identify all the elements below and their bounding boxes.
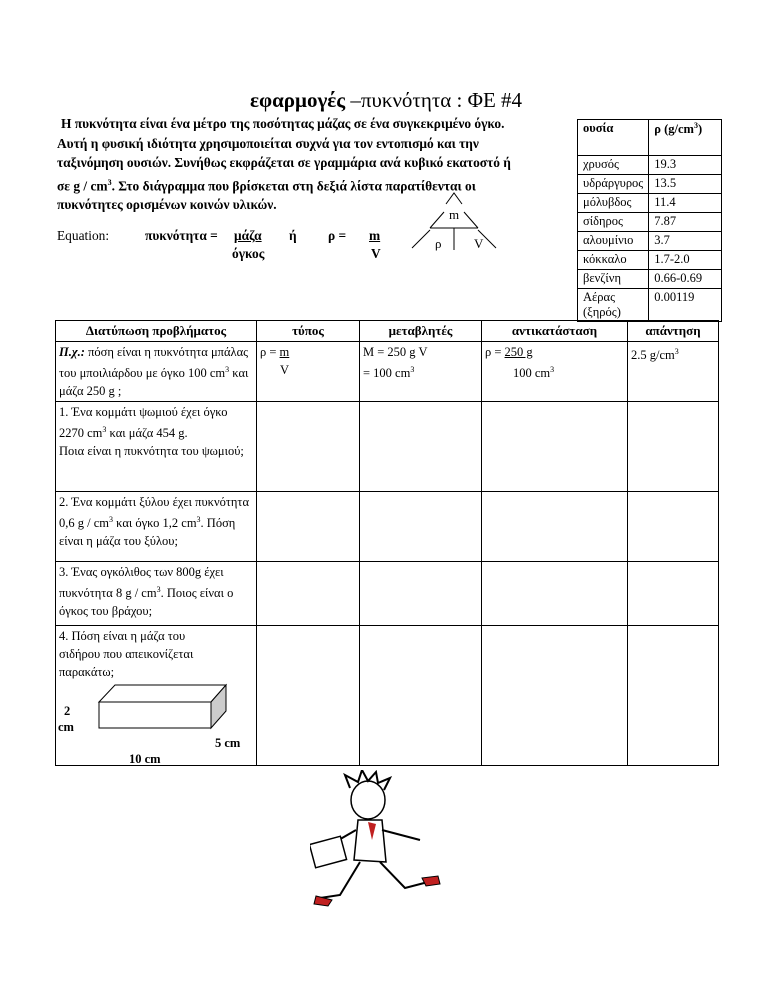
table-row: μόλυβδος 11.4 <box>578 194 722 213</box>
triangle-right-edge <box>464 212 478 228</box>
table-row: Αέρας (ξηρός) 0.00119 <box>578 289 722 322</box>
answer-cell[interactable] <box>257 562 360 626</box>
intro-paragraph: Η πυκνότητα είναι ένα μέτρο της ποσότητας μάζας σε ένα συγκεκριμένο όγκο. Αυτή η φυσική ιδιότητα χρησιμοποιείται συχνά για τον εντοπισμό και την ταξινόμηση ουσιών. Συνήθως εκφράζεται σε γραμμάρια ανά κυβικό εκατοστό ή σε g / $cm^3$. Στο διάγραμμα που βρίσκεται στη δεξιά λίστα παρατίθενται οι πυκνότητες ορισμένων κοινών υλικών. <box>57 116 511 213</box>
problem-row-2: 2. Ένα κομμάτι ξύλου έχει πυκνότητα 0,6 g / $cm^3$ και όγκο 1,2 $cm^3$. Πόση είναι η μάζα του ξύλου; <box>56 492 719 562</box>
density-triangle-diagram <box>410 190 512 265</box>
triangle-rho: ρ <box>435 236 442 251</box>
answer-cell[interactable] <box>482 626 628 766</box>
problem-row-4: 4. Πόση είναι η μάζα του σιδήρου που απεικονίζεται παρακάτω; 2 cm 5 cm 10 cm <box>56 626 719 766</box>
block-top-face <box>99 685 226 702</box>
table-row: σίδηρος 7.87 <box>578 213 722 232</box>
problem-row-1: 1. Ένα κομμάτι ψωμιού έχει όγκο 2270 $cm^3$ και μάζα 454 g. Ποια είναι η πυκνότητα του ψωμιού; <box>56 402 719 492</box>
worksheet-page: εφαρμογές –πυκνότητα : ΦΕ #4 Η πυκνότητα είναι ένα μέτρο της ποσότητας μάζας σε ένα συγκεκριμένο όγκο. Αυτή η φυσική ιδιότητα χρησιμοποιείται συχνά για τον εντοπισμό και την ταξινόμηση ουσιών. Συνήθως εκφράζεται σε γραμμάρια ανά κυβικό εκατοστό ή σε g / $cm^3$. Στο διάγραμμα που βρίσκεται στη δεξιά λίστα παρατίθενται οι πυκνότητες ορισμένων κοινών υλικών. Equation: πυκνότητα = μάζα όγκος ή ρ = m V m ρ V ουσία ρ $(g/cm^3)$ χρυσός 19.3 υδράργυρος 13.5 μόλυβδος 11.4 σίδηρος 7.87 αλουμίνιο 3.7 κόκκαλο 1.7-2.0 βενζίνη 0.66-0.69 Αέρας (ξηρός) 0.00119 Διατύπωση προβλήματος τύπος μεταβλητές αντικατάσταση απάντηση Π.χ.: πόση είναι η πυκνότητα μπάλας του μποιλιάρδου με όγκο 100 $cm^3$ και μάζα 250 g ; ρ = m V M = 250 g V = 100 $cm^3$ ρ = 250 g 100 $cm^3$ 2.5 $g/cm^3$ 1. Ένα κομμάτι ψωμιού έχει όγκο 2270 $cm^3$ και μάζα 454 g. Ποια είναι η πυκνότητα του ψωμιού; 2. Ένα κομμάτι ξύλου έχει πυκνότητα 0,6 g / $cm^3$ και όγκο 1,2 $cm^3$. Πόση είναι η μάζα του ξύλου; 3. Ένας ογκόλιθος των 800g έχει πυκνότητα 8 g / $cm^3$. Ποιος είναι ο όγκος του βράχου; 4. Πόση είναι η μάζα του σιδήρου που απεικονίζεται παρακάτω; 2 cm 5 cm 10 cm <box>0 0 768 994</box>
triangle-v: V <box>474 236 484 251</box>
answer-cell[interactable] <box>257 402 360 492</box>
triangle-apex <box>446 193 462 204</box>
page-title: εφαρμογές –πυκνότητα : ΦΕ #4 <box>250 88 523 112</box>
answer-cell[interactable] <box>257 492 360 562</box>
density-table <box>577 119 722 322</box>
problems-table-header: Διατύπωση προβλήματος τύπος μεταβλητές αντικατάσταση απάντηση <box>56 321 719 342</box>
table-row: χρυσός 19.3 <box>578 156 722 175</box>
answer-cell[interactable] <box>482 562 628 626</box>
table-row: αλουμίνιο 3.7 <box>578 232 722 251</box>
answer-cell[interactable] <box>628 492 719 562</box>
answer-cell[interactable] <box>628 402 719 492</box>
answer-cell[interactable] <box>360 492 482 562</box>
answer-cell[interactable] <box>628 626 719 766</box>
block-front-face <box>99 702 211 728</box>
density-table-header: ουσία ρ $(g/cm^3)$ <box>578 120 722 156</box>
triangle-m: m <box>449 207 460 222</box>
answer-cell[interactable] <box>360 402 482 492</box>
answer-cell[interactable] <box>257 626 360 766</box>
answer-cell[interactable] <box>360 626 482 766</box>
answer-cell[interactable] <box>628 562 719 626</box>
table-row: υδράργυρος 13.5 <box>578 175 722 194</box>
table-row: κόκκαλο 1.7-2.0 <box>578 251 722 270</box>
answer-cell[interactable] <box>482 402 628 492</box>
triangle-left-edge <box>430 212 444 228</box>
table-row: βενζίνη 0.66-0.69 <box>578 270 722 289</box>
running-boy-illustration <box>310 770 445 920</box>
example-row: Π.χ.: πόση είναι η πυκνότητα μπάλας του μποιλιάρδου με όγκο 100 $cm^3$ και μάζα 250 g ; ρ = m V M = 250 g V = 100 $cm^3$ ρ = 250 g 100 $cm^3$ 2.5 $g/cm^3$ <box>56 342 719 402</box>
iron-block-diagram <box>56 682 246 742</box>
problems-table <box>55 320 719 766</box>
problem-row-3: 3. Ένας ογκόλιθος των 800g έχει πυκνότητα 8 g / $cm^3$. Ποιος είναι ο όγκος του βράχου; <box>56 562 719 626</box>
answer-cell[interactable] <box>482 492 628 562</box>
triangle-left-lower-edge <box>412 230 430 248</box>
answer-cell[interactable] <box>360 562 482 626</box>
